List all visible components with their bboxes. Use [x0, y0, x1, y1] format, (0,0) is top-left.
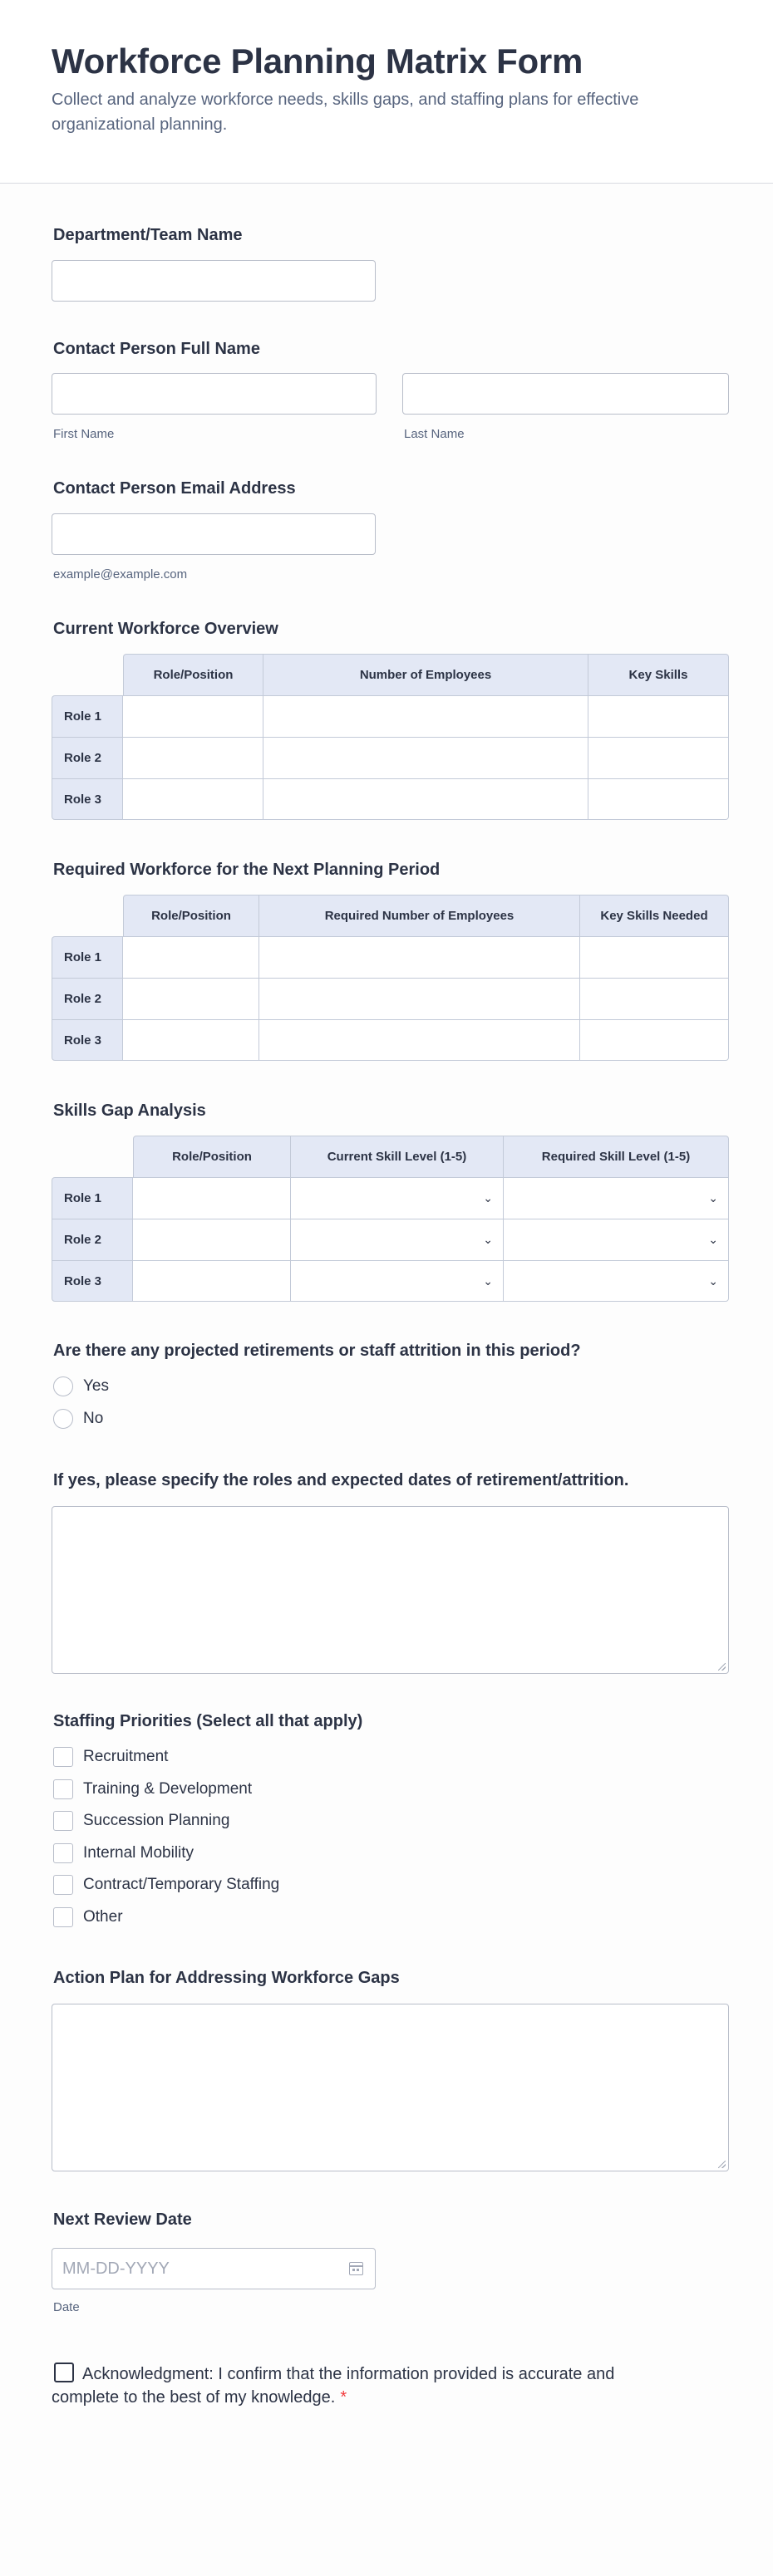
checkbox-option[interactable] [53, 1906, 123, 1929]
row-header: Role 3 [52, 1019, 123, 1061]
acknowledgment-checkbox[interactable] [54, 2363, 74, 2382]
table-row [52, 936, 729, 978]
matrix-text-cell[interactable] [580, 978, 729, 1019]
column-header: Required Skill Level (1-5) [504, 1136, 729, 1177]
matrix-text-cell[interactable] [123, 978, 259, 1019]
column-header: Role/Position [123, 895, 259, 936]
row-header: Role 1 [52, 695, 123, 737]
skill-level-dropdown[interactable] [291, 1260, 504, 1302]
matrix-corner [52, 895, 123, 936]
table-row [52, 1219, 729, 1260]
chevron-down-icon: ⌄ [483, 1191, 493, 1205]
skill-level-dropdown[interactable] [291, 1177, 504, 1219]
row-header: Role 2 [52, 1219, 133, 1260]
matrix-text-cell[interactable] [123, 778, 263, 820]
row-header: Role 1 [52, 1177, 133, 1219]
matrix-text-cell[interactable] [123, 1019, 259, 1061]
checkbox-label: Internal Mobility [83, 1844, 194, 1862]
chevron-down-icon: ⌄ [708, 1233, 718, 1246]
column-header: Current Skill Level (1-5) [291, 1136, 504, 1177]
row-header: Role 2 [52, 978, 123, 1019]
matrix-corner [52, 1136, 133, 1177]
radio-button[interactable] [53, 1376, 73, 1396]
matrix-corner [52, 654, 123, 695]
contact-email-input[interactable] [52, 513, 376, 555]
matrix-text-cell[interactable] [259, 978, 580, 1019]
table-row [52, 737, 729, 778]
checkbox-option[interactable] [53, 1745, 168, 1769]
radio-button[interactable] [53, 1409, 73, 1429]
current-workforce-label: Current Workforce Overview [53, 620, 278, 638]
checkbox-label: Contract/Temporary Staffing [83, 1876, 280, 1893]
resize-handle-icon[interactable] [718, 2161, 726, 2168]
required-mark: * [340, 2388, 347, 2407]
radio-label: Yes [83, 1377, 109, 1395]
first-name-input[interactable] [52, 373, 377, 415]
attrition-details-textarea[interactable] [52, 1506, 729, 1674]
radio-option-no[interactable] [53, 1407, 103, 1430]
table-row [52, 1260, 729, 1302]
matrix-text-cell[interactable] [588, 737, 729, 778]
row-header: Role 2 [52, 737, 123, 778]
contact-name-label: Contact Person Full Name [53, 340, 260, 358]
matrix-text-cell[interactable] [123, 737, 263, 778]
matrix-text-cell[interactable] [588, 778, 729, 820]
current-workforce-matrix [52, 654, 729, 820]
table-row [52, 695, 729, 737]
matrix-text-cell[interactable] [259, 936, 580, 978]
attrition-details-label: If yes, please specify the roles and expected dates of retirement/attrition. [53, 1471, 629, 1489]
review-date-sublabel: Date [53, 2300, 80, 2314]
checkbox-option[interactable] [53, 1778, 252, 1801]
column-header: Key Skills Needed [580, 895, 729, 936]
matrix-text-cell[interactable] [263, 695, 588, 737]
matrix-text-cell[interactable] [133, 1177, 291, 1219]
chevron-down-icon: ⌄ [708, 1191, 718, 1205]
staffing-priorities-label: Staffing Priorities (Select all that apply) [53, 1712, 363, 1730]
column-header: Required Number of Employees [259, 895, 580, 936]
last-name-input[interactable] [402, 373, 729, 415]
contact-email-label: Contact Person Email Address [53, 479, 296, 498]
resize-handle-icon[interactable] [718, 1663, 726, 1671]
department-input[interactable] [52, 260, 376, 302]
matrix-text-cell[interactable] [588, 695, 729, 737]
contact-email-sublabel: example@example.com [53, 567, 188, 581]
table-row [52, 1019, 729, 1061]
skills-gap-label: Skills Gap Analysis [53, 1102, 206, 1120]
matrix-text-cell[interactable] [133, 1219, 291, 1260]
checkbox-label: Recruitment [83, 1748, 169, 1765]
column-header: Number of Employees [263, 654, 588, 695]
checkbox[interactable] [53, 1875, 73, 1895]
required-workforce-label: Required Workforce for the Next Planning Period [53, 861, 441, 879]
chevron-down-icon: ⌄ [483, 1273, 493, 1288]
row-header: Role 1 [52, 936, 123, 978]
radio-label: No [83, 1410, 104, 1427]
matrix-text-cell[interactable] [580, 936, 729, 978]
department-label: Department/Team Name [53, 226, 243, 244]
acknowledgment-text: Acknowledgment: I confirm that the information provided is accurate and complete to the best of my knowledge. [52, 2365, 615, 2407]
calendar-icon[interactable] [349, 2262, 363, 2275]
skill-level-dropdown[interactable] [504, 1219, 729, 1260]
row-header: Role 3 [52, 1260, 133, 1302]
form-header [0, 0, 773, 184]
skill-level-dropdown[interactable] [504, 1177, 729, 1219]
checkbox-label: Training & Development [83, 1780, 253, 1798]
column-header: Role/Position [133, 1136, 291, 1177]
table-row [52, 1177, 729, 1219]
row-header: Role 3 [52, 778, 123, 820]
review-date-input[interactable] [52, 2248, 376, 2289]
checkbox-option[interactable] [53, 1842, 194, 1865]
checkbox[interactable] [53, 1779, 73, 1799]
matrix-text-cell[interactable] [259, 1019, 580, 1061]
action-plan-label: Action Plan for Addressing Workforce Gaps [53, 1969, 400, 1987]
skill-level-dropdown[interactable] [291, 1219, 504, 1260]
checkbox-label: Succession Planning [83, 1812, 230, 1829]
column-header: Key Skills [588, 654, 729, 695]
attrition-label: Are there any projected retirements or staff attrition in this period? [53, 1342, 581, 1360]
matrix-text-cell[interactable] [133, 1260, 291, 1302]
radio-option-yes[interactable] [53, 1375, 109, 1398]
form-subtitle: Collect and analyze workforce needs, skills gaps, and staffing plans for effective organizational planning. [52, 91, 639, 134]
action-plan-textarea[interactable] [52, 2004, 729, 2171]
first-name-sublabel: First Name [53, 427, 115, 441]
form-title: Workforce Planning Matrix Form [52, 42, 583, 81]
checkbox[interactable] [53, 1907, 73, 1927]
acknowledgment [52, 2363, 650, 2409]
chevron-down-icon: ⌄ [708, 1273, 718, 1288]
skill-level-dropdown[interactable] [504, 1260, 729, 1302]
checkbox[interactable] [53, 1843, 73, 1863]
matrix-text-cell[interactable] [123, 936, 259, 978]
matrix-text-cell[interactable] [263, 737, 588, 778]
checkbox[interactable] [53, 1747, 73, 1767]
checkbox-option[interactable] [53, 1809, 229, 1833]
matrix-text-cell[interactable] [580, 1019, 729, 1061]
table-row [52, 778, 729, 820]
matrix-text-cell[interactable] [123, 695, 263, 737]
skills-gap-matrix [52, 1136, 729, 1302]
review-date-label: Next Review Date [53, 2210, 192, 2229]
checkbox-label: Other [83, 1908, 123, 1926]
last-name-sublabel: Last Name [404, 427, 465, 441]
required-workforce-matrix [52, 895, 729, 1061]
date-placeholder: MM-DD-YYYY [62, 2260, 170, 2278]
checkbox[interactable] [53, 1811, 73, 1831]
matrix-text-cell[interactable] [263, 778, 588, 820]
checkbox-option[interactable] [53, 1873, 279, 1896]
column-header: Role/Position [123, 654, 263, 695]
table-row [52, 978, 729, 1019]
chevron-down-icon: ⌄ [483, 1233, 493, 1246]
